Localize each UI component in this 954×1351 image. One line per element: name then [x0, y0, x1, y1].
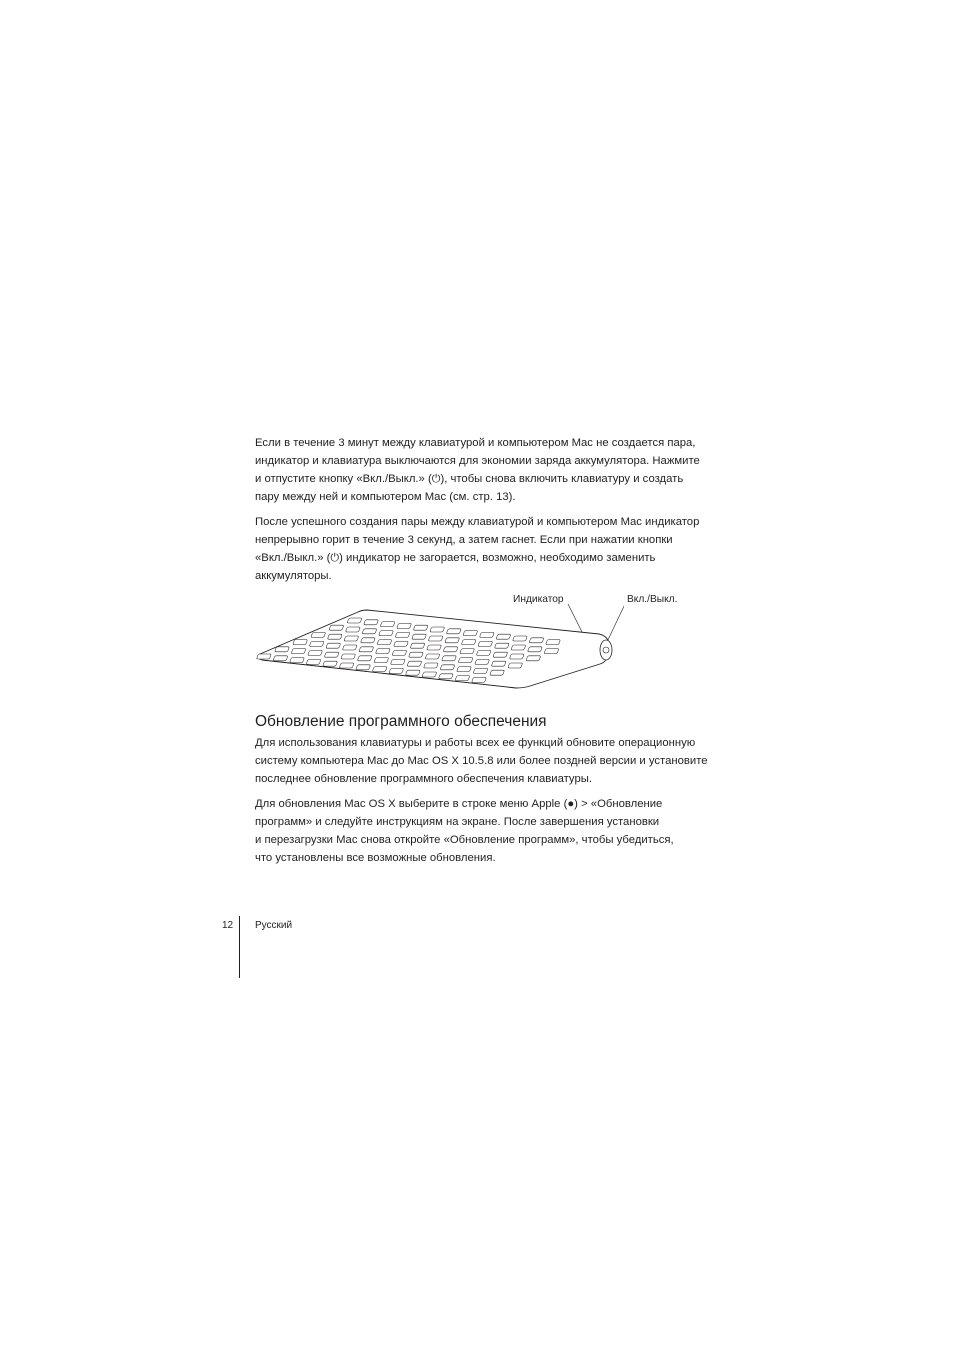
- keyboard-key: [273, 656, 288, 661]
- keyboard-key: [528, 647, 543, 652]
- text-line: пару между ней и компьютером Mac (см. стр. 13).: [255, 491, 516, 503]
- text-line: [255, 549, 725, 567]
- keyboard-key: [508, 663, 523, 668]
- keyboard-key: [407, 661, 422, 666]
- keyboard-key: [463, 631, 478, 636]
- text-fragment: ), чтобы снова включить клавиатуру и создать: [440, 473, 684, 485]
- battery-cap: [600, 640, 612, 660]
- text-line: непрерывно горит в течение 3 секунд, а затем гаснет. Если при нажатии кнопки: [255, 534, 673, 546]
- keyboard-key: [472, 677, 487, 682]
- keyboard-key: [324, 652, 339, 657]
- keyboard-key: [412, 634, 427, 639]
- keyboard-key: [446, 629, 461, 634]
- keyboard-key: [443, 647, 458, 652]
- keyboard-key: [341, 654, 356, 659]
- text-line: последнее обновление программного обеспечения клавиатуры.: [255, 773, 592, 785]
- keyboard-key: [357, 656, 372, 661]
- paragraph-pairing-timeout: [255, 434, 725, 506]
- keyboard-key: [479, 632, 494, 637]
- keyboard-key: [475, 659, 490, 664]
- keyboard-key: [457, 667, 472, 672]
- callout-indicator: Индикатор: [513, 594, 564, 605]
- keyboard-key: [379, 631, 394, 636]
- keyboard-key: [323, 661, 338, 666]
- keyboard-key: [374, 658, 389, 663]
- keyboard-key: [275, 647, 290, 652]
- keyboard-key: [455, 676, 470, 681]
- power-icon: ⏻: [330, 552, 340, 564]
- keyboard-key: [413, 625, 428, 630]
- keyboard-key: [529, 638, 544, 643]
- keyboard-key: [461, 640, 476, 645]
- section-heading: Обновление программного обеспечения: [255, 713, 547, 730]
- keyboard-key: [356, 665, 371, 670]
- keyboard-key: [511, 645, 526, 650]
- keyboard-key: [424, 663, 439, 668]
- text-line: Для использования клавиатуры и работы всех ее функций обновите операционную: [255, 737, 696, 749]
- keyboard-key: [311, 632, 326, 637]
- keyboard-key: [440, 665, 455, 670]
- text-fragment: ) > «Обновление: [574, 798, 663, 810]
- keyboard-key: [438, 674, 453, 679]
- keyboard-key: [309, 641, 324, 646]
- keyboard-key: [491, 661, 506, 666]
- keyboard-key: [410, 643, 425, 648]
- text-fragment: ) индикатор не загорается, возможно, необходимо заменить: [339, 552, 656, 564]
- text-line: [255, 795, 725, 813]
- keyboard-key: [344, 636, 359, 641]
- keyboard-key: [544, 649, 559, 654]
- text-line: индикатор и клавиатура выключаются для экономии заряда аккумулятора. Нажмите: [255, 455, 700, 467]
- keyboard-key: [394, 641, 409, 646]
- footer-divider: [239, 916, 240, 978]
- keyboard-key: [329, 625, 344, 630]
- paragraph-indicator: [255, 513, 725, 585]
- paragraph-update-os: [255, 734, 725, 788]
- keyboard-key: [392, 650, 407, 655]
- keyboard-key: [445, 638, 460, 643]
- keyboard-key: [428, 636, 443, 641]
- page-number: 12: [222, 920, 234, 931]
- keyboard-key: [442, 656, 457, 661]
- keyboard-key: [347, 618, 362, 623]
- leader-power: [606, 604, 624, 644]
- power-icon: ⏻: [431, 473, 441, 485]
- keyboard-key: [427, 645, 442, 650]
- keyboard-key: [526, 656, 541, 661]
- text-line: что установлены все возможные обновления.: [255, 852, 496, 864]
- keyboard-key: [409, 652, 424, 657]
- paragraph-software-update: [255, 795, 725, 867]
- keyboard-key: [509, 654, 524, 659]
- keyboard-illustration: [254, 604, 624, 690]
- text-fragment: «Вкл./Выкл.» (: [255, 552, 331, 564]
- keyboard-key: [496, 634, 511, 639]
- keyboard-key: [425, 654, 440, 659]
- text-line: аккумуляторы.: [255, 570, 332, 582]
- keyboard-key: [308, 650, 323, 655]
- keyboard-key: [405, 670, 420, 675]
- keyboard-key: [342, 645, 357, 650]
- keyboard-key: [494, 643, 509, 648]
- keyboard-key: [478, 641, 493, 646]
- keyboard-key: [473, 668, 488, 673]
- keyboard-key: [546, 640, 561, 645]
- keyboard-key: [372, 667, 387, 672]
- keyboard-key: [375, 649, 390, 654]
- keyboard-key: [360, 638, 375, 643]
- keyboard-key: [430, 627, 445, 632]
- keyboard-key: [291, 649, 306, 654]
- text-fragment: Для обновления Mac OS X выберите в строке меню Apple (: [255, 798, 568, 810]
- keyboard-key: [476, 650, 491, 655]
- apple-icon: ●: [567, 798, 575, 810]
- keyboard-key: [256, 654, 271, 659]
- keyboard-key: [327, 634, 342, 639]
- keyboard-key: [389, 668, 404, 673]
- keyboard-key: [362, 629, 377, 634]
- text-line: Если в течение 3 минут между клавиатурой и компьютером Mac не создается пара,: [255, 437, 696, 449]
- keyboard-key: [493, 652, 508, 657]
- text-line: После успешного создания пары между клавиатурой и компьютером Mac индикатор: [255, 516, 700, 528]
- keyboard-key: [326, 643, 341, 648]
- keyboard-key: [397, 623, 412, 628]
- keyboard-key: [458, 658, 473, 663]
- keyboard-key: [359, 647, 374, 652]
- keyboard-key: [513, 636, 528, 641]
- text-line: [255, 470, 725, 488]
- keyboard-key: [380, 622, 395, 627]
- keyboard-key: [377, 640, 392, 645]
- keyboard-key: [339, 663, 354, 668]
- text-line: программ» и следуйте инструкциям на экране. После завершения установки: [255, 816, 660, 828]
- text-line: систему компьютера Mac до Mac OS X 10.5.8 или более поздней версии и установите: [255, 755, 708, 767]
- keyboard-key: [293, 640, 308, 645]
- keyboard-key: [390, 659, 405, 664]
- keyboard-key: [346, 627, 361, 632]
- keyboard-key: [395, 632, 410, 637]
- keyboard-key: [460, 649, 475, 654]
- keyboard-key: [422, 672, 437, 677]
- text-line: и перезагрузки Mac снова откройте «Обновление программ», чтобы убедиться,: [255, 834, 674, 846]
- keyboard-key: [306, 659, 321, 664]
- keyboard-key: [290, 658, 305, 663]
- callout-power: Вкл./Выкл.: [627, 594, 678, 605]
- footer-language: Русский: [255, 920, 293, 931]
- keyboard-key: [490, 670, 505, 675]
- keyboard-key: [364, 620, 379, 625]
- text-fragment: и отпустите кнопку «Вкл./Выкл.» (: [255, 473, 432, 485]
